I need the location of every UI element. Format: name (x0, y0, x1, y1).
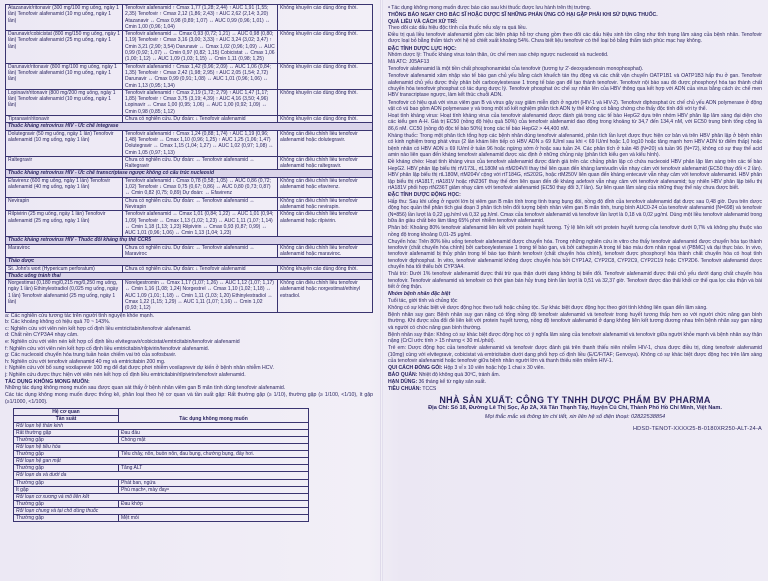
side-effects-heading: TÁC DỤNG KHÔNG MONG MUỐN: (5, 378, 90, 385)
recommendation-cell: Không khuyến cáo dùng đồng thời. (278, 5, 373, 31)
section-title: Thuốc kháng retrovirus HIV - Ức chế transcriptase ngược không có cấu trúc nucleosid (6, 170, 373, 177)
table-row (6, 177, 373, 197)
table-row (14, 436, 309, 443)
paragraph: Mã ATC: J05AF13 (388, 59, 430, 65)
organ-system: Rối loạn hệ tiêu hóa (14, 444, 309, 451)
organ-system: Rối loạn cơ xương và mô liên kết (14, 493, 309, 500)
footnote: g: Các nucleosid chuyển hóa trung tuần hoàn chiếm vai trò của sofosbuvir. (5, 352, 177, 359)
paragraph: Bệnh nhân suy thận: Không có sự khác biệt được động học có ý nghĩa lâm sàng của tenofovir alafenamid và tenofovir giữa người khỏe mạnh và bệnh nhân suy thận nặng (CrCl ước tính > 15 nhưng < 30 ml./phút). (388, 331, 762, 345)
drug-cell: Lopinavir/ritonavir (800 mg/200 mg uống, ngày 1 lần) Tenofovir alafenamid (10 mg uống, ngày 1 lần) (6, 89, 123, 115)
effect-cell: Đau đầu (119, 429, 309, 436)
drug-cell: Darunavir/cobicistat (800 mg/150 mg uống, ngày 1 lần) Tenofovir alafenamid (25 mg uống, ngày 1 lần) (6, 31, 123, 63)
paragraph: Theo dõi các dấu hiệu độc tính của thuốc nếu xảy ra quá liều. (388, 24, 528, 31)
recommendation-cell: Không cần điều chỉnh liều tenofovir alafenamid hoặc dolutegravir. (278, 130, 373, 156)
line-value: 36 tháng kể từ ngày sản xuất. (417, 379, 486, 386)
section-title: Thuốc kháng retrovirus HIV - Ức chế integrase (6, 123, 373, 130)
table-group-row (14, 444, 309, 451)
section-heading: ĐẶC TÍNH DƯỢC ĐỘNG HỌC: (388, 192, 461, 199)
drug-cell: St. John's wort (Hypericum perforatum) (6, 265, 123, 272)
footnotes (5, 313, 373, 379)
paragraph: Không có sự khác biệt về dược động học theo tuổi hoặc chủng tộc. Sự khác biệt được động học theo giới tính không liên quan đến lâm sàng. (388, 304, 708, 311)
effect-cell: Chưa có nghiên cứu. Dự đoán: ↔ Tenofovir alafenamid ↔ Nevirapin (123, 197, 278, 211)
recommendation-cell: Không cần điều chỉnh liều tenofovir alafenamid hoặc maraviroc. (278, 244, 373, 258)
table-row (14, 479, 309, 486)
effect-cell: Chưa có nghiên cứu. Dự đoán: ↔ Tenofovir alafenamid ↔ Maraviroc (123, 244, 278, 258)
table-section-row (6, 123, 373, 130)
footnote: j: Nghiên cứu được thực hiện với viên nén kết hợp cố định liều emtricitabin/rilpivirin/tenofovir alafenamid. (5, 372, 246, 378)
effect-cell: Tenofovir alafenamid ↔ Cmax 0,93 (0,72; 1,21) ↔ AUC 0,98 (0,80; 1,19) Tenofovir ↑ Cmax 3,16 (3,00; 3,33) ↑ AUC 3,24 (3,02; 3,47) ↑ Cmin 3,21 (2,90; 3,54) Darunavir ↔ Cmax 1,02 (0,96; 1,09) ↔ AUC 0,99 (0,92; 1,07) ↔ Cmin 0,97 (0,82; 1,15) Cobicistat ↔ Cmax 1,06 (1,00; 1,12) ↔ AUC 1,09 (1,03; 1,15) ↔ Cmin 1,11 (0,98; 1,25) (123, 31, 278, 63)
effect-cell: Tenofovir alafenamid ↑ Cmax 1,77 (1,28; 2,44) ↑ AUC 1,91 (1,55; 2,35) Tenofovir ↑ Cmax 2,12 (1,86; 2,43) ↑ AUC 2,62 (2,14; 3,20) Atazanavir ↔ Cmax 0,98 (0,89; 1,07) ↔ AUC 0,99 (0,96; 1,01) ↔ Cmin 1,00 (0,96; 1,04) (123, 5, 278, 31)
frequency-cell: Thường gặp (14, 465, 119, 472)
table-group-row (14, 422, 309, 429)
table-row (6, 265, 373, 272)
footnote: h: Nghiên cứu với tenofovir alafenamid 40 mg và emtricitabin 200 mg. (5, 358, 166, 365)
line-label: BẢO QUẢN: (388, 372, 418, 379)
drug-cell: Rilpivirin (25 mg uống, ngày 1 lần) Tenofovir alafenamid (25 mg uống, ngày 1 lần) (6, 211, 123, 237)
footnote: f: Nghiên cứu với viên nén kết hợp cố định liều emtricitabin/rilpivirin/tenofovir alafenamid. (5, 345, 210, 352)
side-effects-para1: Những tác dụng không mong muốn sau được quan sát thấy ở bệnh nhân viêm gan B mãn tính dùng tenofovir alafenamid. (5, 385, 286, 392)
organ-system: Rối loạn da và dưới da (14, 472, 309, 479)
paragraph: Bệnh nhân suy gan: Bệnh nhân suy gan nặng có tổng nồng độ tenofovir alafenamid và tenofovir trong huyết tương thấp hơn so với người chức năng gan bình thường. Khi được sửa đổi đề liên kết với protein huyết tương, nồng độ tenofovir alafenamid ở dạng không liên kết tương đương nhau trên bệnh nhân suy gan nặng và người có chức năng gan bình thường. (388, 311, 762, 331)
paragraph: Điều trị quá liều tenofovir alafenamid gồm các biện pháp hỗ trợ chung gồm theo dõi các dấu hiệu sinh tồn cũng như tình trạng lâm sàng của bệnh nhân. Tenofovir được loại bỏ bằng thẩm tách với hệ số chiết xuất khoảng 54%. Chưa biết liệu tenofovir có thể loại bỏ bằng thẩm tách phúc mạc hay không. (388, 32, 762, 45)
effect-cell: Chưa có nghiên cứu. Dự đoán: ↓ Tenofovir alafenamid (123, 265, 278, 272)
subsection-heading: Nhóm bệnh nhân đặc biệt (388, 291, 451, 298)
footnote: a: Các nghiên cứu tương tác trên người tình nguyện khỏe mạnh. (5, 312, 155, 319)
paragraph: Kháng thuốc: Trong một phân tích tổng hợp các bệnh nhân dùng tenofovir alafenamid, phân tích lần lượt được thực hiện cơ bản và trên HBV phân lập ở bệnh nhân có kinh nghiệm trong phát virus (2 lần khám liên tiếp có HBV ADN ≥ 69 IU/ml sau khi < 69 IU/ml hoặc 1,0 log10 hoặc tăng mạnh hơn HBV ADN từ điểm thấp) hoặc bệnh nhân có HBV ADN ≥ 69 IU/ml ở tuần 96 hoặc ngừng sớm ở hoặc sau tuần 24. Các phân tích ở tuần 48 (N=20) và tuần 96 (N=72), không có sự thay thế acid amin nào liên quan đến kháng tenofovir alafenamid được xác định ở những chủng này (phân tích kiểu gen và kiểu hình). (388, 132, 762, 159)
frequency-cell: Thường gặp (14, 500, 119, 507)
paragraph: Phân bố: Khoảng 80% tenofovir alafenamid liên kết với protein huyết tương. Tỷ lệ liên kết với protein huyết tương của tenofovir dưới 0,7% và không phụ thuộc vào nồng độ trong khoảng 0,01-25 μg/ml. (388, 225, 762, 238)
drug-cell: Efavirenz (600 mg uống, ngày 1 lần) Tenofovir alafenamid (40 mg uống, ngày 1 lần) (6, 177, 123, 197)
line-label: TIÊU CHUẨN: (388, 386, 422, 393)
paragraph: Tenofovir alafenamid là một tiền chất phosphonamidat của tenofovir (tương tự 2'-deoxyadenosin monophosphat). (388, 66, 644, 73)
recommendation-cell: Không khuyến cáo dùng đồng thời. (278, 116, 373, 123)
table-row (14, 514, 309, 521)
drug-cell: Raltegravir (6, 156, 123, 170)
effect-cell: Chưa có nghiên cứu. Dự đoán: ↓ Tenofovir alafenamid (123, 116, 278, 123)
table-row (6, 156, 373, 170)
effect-cell: Phát ban, ngứa (119, 479, 309, 486)
col-system-header: Hệ cơ quan (14, 408, 119, 415)
interaction-table (5, 4, 373, 313)
footnote: e: Nghiên cứu với viên nén kết hợp cố định liều elvitegravir/cobicistat/emtricitabin/tenofovir alafenamid (5, 339, 240, 346)
table-group-row (14, 507, 309, 514)
effect-cell: Mệt mỏi (119, 514, 309, 521)
paragraph: Tuổi tác, giới tính và chủng tộc (388, 297, 458, 304)
paragraph: Nhóm dược lý: Thuốc kháng virus toàn thân, ức chế men sao chép ngược nucleosid và nucleotid. (388, 51, 609, 58)
line-label: HẠN DÙNG: (388, 379, 418, 386)
line-value: Hộp 3 vỉ x 10 viên hoặc hộp 1 chai x 30 viên. (442, 365, 545, 372)
drug-cell: Tipranavir/ritonavir (6, 116, 123, 123)
effect-cell: Tiêu chảy, nôn, buồn nôn, đau bụng, chướng bụng, đầy hơi. (119, 451, 309, 458)
frequency-cell: Thường gặp (14, 451, 119, 458)
table-row (14, 429, 309, 436)
recommendation-cell: Không cần điều chỉnh liều tenofovir alafenamid hoặc norgestimat/ethinyl estradiol. (278, 280, 373, 312)
section-heading: THÔNG BÁO NGAY CHO BÁC SĨ HOẶC DƯỢC SĨ NHỮNG PHẢN ỨNG CÓ HẠI GẶP PHẢI KHI SỬ DỤNG THUỐC. (388, 12, 658, 19)
drug-cell: Maraviroc (6, 244, 123, 258)
paragraph: Hoạt tính kháng virus: Hoạt tính kháng virus của tenofovir alafenamid được đánh giá trong các tế bào HepG2 dựa trên nhóm HBV phân lập lâm sàng đại diện cho các kiểu gen A-H. Giá trị EC50 (nồng độ hiệu quả 50%) của tenofovir alafenamid dao động trong khoảng từ 34,7 đến 134,4 nM, với EC50 trung bình tổng cộng là 86,6 nM. CC50 (nồng độ độc tế bào 50%) trong các tế bào HepG2 > 44,400 nM. (388, 113, 762, 132)
section-title: Thảo dược (6, 258, 373, 265)
drug-cell: Dolutegravir (50 mg uống, ngày 1 lần) Tenofovir alafenamid (10 mg uống, ngày 1 lần) (6, 130, 123, 156)
document-code: HDSD-TENOT-XXXX25-B-0180XR250-ALT-24-A (632, 426, 762, 433)
side-effects-para2: Các tác dụng không mong muốn được thống kê, phân loại theo hệ cơ quan và tần suất gặp: Rất thường gặp (≥ 1/10), thường gặp (≥ 1/100, <1/10), ít gặp (≥1/1000, <1/100). (5, 392, 373, 405)
paragraph: Hấp thu: Sau khi uống ở người lớn bị viêm gan B mãn tính trong tình trạng bụng đói, nồng độ đỉnh của tenofovir alafenamid đạt được sau 0,48 giờ. Dựa trên dược động học quần thể phân tích giai đoạn 3 phân tích trên đối tượng bệnh nhân viêm gan B mãn tính, trung bình AUC0-24 của tenofovir alafenamid (N=698) và tenofovir (N=856) lần lượt là 0,22 μg.h/ml và 0,32 μg.h/ml. Cmax của tenofovir alafenamid và tenofovir lần lượt là 0,18 và 0,02 μg/ml. Dùng một liều tenofovir alafenamid trong bữa ăn giàu chất béo làm tăng 65% phơi nhiễm tenofovir alafenamid. (388, 198, 762, 225)
section-heading: ĐẶC TÍNH DƯỢC LỰC HỌC: (388, 45, 457, 52)
line-value: TCCS (421, 386, 437, 393)
labeled-line (388, 386, 762, 392)
table-row (6, 197, 373, 211)
effect-cell: Tenofovir alafenamid ↑ Cmax 1,24 (0,88; 1,74) ↑ AUC 1,19 (0,96; 1,48) Tenofovir ↔ Cmax 1,10 (0,96; 1,25) ↑ AUC 1,25 (1,06; 1,47) Dolutegravir ↔ Cmax 1,15 (1,04; 1,27) ↔ AUC 1,02 (0,97; 1,08) ↔ Cmin 1,05 (0,97; 1,13) (123, 130, 278, 156)
recommendation-cell: Không cần điều chỉnh liều tenofovir alafenamid hoặc rilpivirin. (278, 211, 373, 237)
paragraph: Chuyển hóa: Trên 80% liều uống tenofovir alafenamid được chuyển hóa. Trong những nghiên cứu in vitro cho thấy tenofovir alafenamid được chuyển hóa tạo thành tenofovir (chất chuyển hóa chính) bởi carboxylesterase 1 trong tế bào gan, và bởi cathepsin A trong tế bào máu đơn nhân ngoại vi (PBMC) và đại thực bào. In vivo, tenofovir alafenamid bị thủy phân trong tế bào tạo thành tenofovir (chất chuyển hóa chính), tenofovir được phosphoryl hóa thành chất chuyển hóa có hoạt tính tenofovir diphosphat. In vitro, tenofovir alafenamid không được chuyển hóa bởi CYP1A2, CYP2C8, CYP2C9, CYP2C19 hoặc CYP2D6. Tenofovir alafenamid được chuyển hóa tối thiểu bởi CYP3A4. (388, 238, 762, 271)
table-row (6, 280, 373, 312)
frequency-cell: Ít gặp (14, 486, 119, 493)
table-row (6, 244, 373, 258)
labeled-line (388, 379, 762, 385)
table-section-row (6, 258, 373, 265)
table-row (6, 5, 373, 31)
effect-cell: Tăng ALT (119, 465, 309, 472)
table-row (6, 116, 373, 123)
col-frequency-header: Tần suất (14, 415, 119, 422)
table-row (6, 63, 373, 89)
effect-cell: Tenofovir alafenamid ↑ Cmax 1,42 (0,96; 2,09) ↔ AUC 1,06 (0,84; 1,35) Tenofovir ↑ Cmax 2,42 (1,98; 2,95) ↑ AUC 2,05 (1,54; 2,72) Darunavir ↔ Cmax 0,99 (0,91; 1,08) ↔ AUC 1,01 (0,96; 1,06) ↔ Cmin 1,13 (0,95; 1,34) (123, 63, 278, 89)
fold-line (380, 0, 383, 581)
effect-cell: Norelgestromin ↔ Cmax 1,17 (1,07; 1,26) ↔ AUC 1,12 (1,07; 1,17) ↔ Cmin 1,16 (1,08; 1,24) Norgestrel ↔ Cmax 1,10 (1,02; 1,18) ↔ AUC 1,09 (1,01; 1,18) ↔ Cmin 1,11 (1,03; 1,20) Ethinylestradiol ↔ Cmax 1,22 (1,15; 1,29) ↔ AUC 1,11 (1,07; 1,16) ↔ Cmin 1,02 (0,93; 1,12) (123, 280, 278, 312)
drug-cell: Norgestimat (0,180 mg/0,215 mg/0,250 mg uống, ngày 1 lần) Ethinylestradiol (0,025 mg uống, ngày 1 lần) Tenofovir alafenamid (25 mg uống, ngày 1 lần) (6, 280, 123, 312)
table-row (14, 451, 309, 458)
labeled-line (388, 372, 762, 378)
effect-cell: Phù mạchᵃ, mày đayᵃ (119, 486, 309, 493)
paragraph: Tenofovir alafenamid xâm nhập vào tế bào gan chủ yếu bằng cách khuếch tán thụ động và các chất vận chuyển OATP1B1 và OATP1B3 hấp thu ở gan. Tenofovir alafenamid chủ yếu được thủy phân bởi carboxylesterase 1 trong tế bào gan để tạo thành tenofovir. Tenofovir nội bào sau đó được phosphoryl hóa tạo thành chất chuyển hóa tenofovir phosphat có tác dụng dược lý. Tenofovir phosphat ức chế sự nhân lên của HBV thông qua kết hợp với ADN của virus bằng cách ức chế men HBV transcriptase ngược, làm kết thúc chuỗi ADN. (388, 73, 762, 99)
paragraph: Đề kháng chéo: Hoạt tính kháng virus của tenofovir alafenamid được đánh giá trên các chủng phân lập có chứa nucleosid HBV phân lập lâm sàng trên các tế bào HepG2. HBV phân lập biểu thị rtV173L, rtL180M và rtM204V/I thay thế liên quan đến kháng lamivudin vẫn nhạy cảm với tenofovir alafenamid (EC50 thay đổi < 2 lần). HBV phân lập biểu thị rtL180M, rtM204V cộng với rtT184G, rtS202G, hoặc rtM250V liên quan đến kháng entecavir vẫn nhạy cảm với tenofovir alafenamid. HBV phân lập biểu thị rtA181T, rtA181V hoặc rtN236T thay thế đơn liên quan đến đề kháng adefovir vẫn nhạy cảm với tenofovir alafenamid; tuy nhiên HBV phân lập biểu thị rtA181V phối hợp rtN236T giảm nhạy cảm với tenofovir alafenamid (EC50 thay đổi 3,7 lần). Sự liên quan lâm sàng của những thay thế này chưa được biết. (388, 159, 762, 192)
frequency-cell: Thường gặp (14, 436, 119, 443)
effect-cell: Chưa có nghiên cứu. Dự đoán: ↔ Tenofovir alafenamid ↔ Raltegravir (123, 156, 278, 170)
recommendation-cell: Không khuyến cáo dùng đồng thời. (278, 31, 373, 63)
effect-cell: Tenofovir alafenamid ↓ Cmax 0,78 (0,58; 1,05) ↔ AUC 0,86 (0,72; 1,02) Tenofovir ↓ Cmax 0,75 (0,67; 0,86) ↔ AUC 0,80 (0,73; 0,87) ↔ Cmin 0,82 (0,75; 0,89) Dự đoán: ↔ Efavirenz (123, 177, 278, 197)
table-section-row (6, 272, 373, 279)
table-row (6, 31, 373, 63)
recommendation-cell: Không cần điều chỉnh liều tenofovir alafenamid hoặc efavirenz. (278, 177, 373, 197)
section-title: Thuốc kháng retrovirus HIV - Thuốc đối kháng thụ thể CCR5 (6, 237, 373, 244)
effect-cell: Tenofovir alafenamid ↑ Cmax 2,19 (1,72; 2,79) ↑ AUC 1,47 (1,17; 1,85) Tenofovir ↑ Cmax 3,75 (3,19; 4,39) ↑ AUC 4,16 (3,50; 4,96) Lopinavir ↔ Cmax 1,00 (0,95; 1,06) ↔ AUC 1,00 (0,92; 1,09) ↔ Cmin 0,98 (0,85; 1,12) (123, 89, 278, 115)
side-effects-section (5, 379, 373, 406)
right-text (388, 5, 762, 393)
col-effect-header: Tác dụng không mong muốn (119, 408, 309, 422)
paragraph: ᵃ Tác dụng không mong muốn được báo cáo sau khi thuốc được lưu hành trên thị trường. (388, 5, 592, 11)
table-row (6, 211, 373, 237)
paragraph: Tenofovir có hiệu quả với virus viêm gan B và virus gây suy giảm miễn dịch ở người (HIV-1 và HIV-2). Tenofovir diphosphat ức chế chủ yếu ADN polymerase ở động vật có vú bao gồm ADN polymerase γ và trong một số kết nghiệm phân tích ADN ty thể không có bằng chứng cho thấy độc tính đối với ty thể. (388, 99, 762, 112)
section-heading: QUÁ LIỀU VÀ CÁCH XỬ TRÍ: (388, 18, 458, 25)
table-group-row (14, 458, 309, 465)
table-section-row (6, 237, 373, 244)
table-row (6, 130, 373, 156)
manufacturer-name: NHÀ SẢN XUẤT: CÔNG TY TNHH DƯỢC PHẨM BV PHARMA (439, 394, 711, 405)
footnote: b: Các khoảng không có hiệu quả 70 ~ 143%. (5, 319, 111, 326)
recommendation-cell: Không cần điều chỉnh liều tenofovir alafenamid hoặc nevirapin. (278, 197, 373, 211)
frequency-cell: Thường gặp (14, 479, 119, 486)
line-value: Nhiệt độ không quá 30ºC, tránh ẩm. (417, 372, 500, 379)
effect-cell: Đau khớp (119, 500, 309, 507)
organ-system: Rối loạn chung và tại chỗ dùng thuốc (14, 507, 309, 514)
line-label: QUI CÁCH ĐÓNG GÓI: (388, 365, 443, 372)
drug-cell: Atazanavir/ritonavir (300 mg/100 mg uống, ngày 1 lần) Tenofovir alafenamid (10 mg uống, ngày 1 lần) (6, 5, 123, 31)
table-group-row (14, 493, 309, 500)
paragraph: Trẻ em: Dược động học của tenofovir alafenamid và tenofovir được đánh giá trên thanh thiếu niên nhiễm HIV-1, chưa được điều trị, dùng tenofovir alafenamid (10mg) cùng với elvitegravir, cobicistat và emtricitabin dưới dạng phối hợp cố định liều (E/C/F/TAF; Genvoya). Không có sự khác biệt được động học trên lâm sàng của tenofovir alafenamid hoặc tenofovir giữa bệnh nhân người lớn và thanh thiếu niên nhiễm HIV-1. (388, 345, 762, 365)
table-row (14, 500, 309, 507)
paragraph: Thải trừ: Dưới 1% tenofovir alafenamid được thải trừ qua thận dưới dạng không bị biến đổi. Tenofovir alafenamid được thải chủ yếu dưới dạng chất chuyển hóa tenofovir. Tenofovir alafenamid và tenofovir có thời gian bán hủy trung bình lần lượt là 0,51 và 32,37 giờ. Tenofovir được đào thải khỏi cơ thể qua lọc cầu thận và bài tiết ở ống thận. (388, 271, 762, 291)
effect-cell: Chóng mặt (119, 436, 309, 443)
recommendation-cell: Không cần điều chỉnh liều tenofovir alafenamid hoặc raltegravir. (278, 156, 373, 170)
footnote: d: Chất nền CYP3A4 nhạy cảm. (5, 332, 79, 339)
recommendation-cell: Không khuyến cáo dùng đồng thời. (278, 265, 373, 272)
section-title: Thuốc uống tránh thai (6, 272, 373, 279)
footnote: c: Nghiên cứu với viên nén kết hợp cố định liều emtricitabin/tenofovir alafenamid. (5, 325, 192, 332)
table-row (14, 465, 309, 472)
contact-line: Mọi thắc mắc và thông tin chi tiết, xin liên hệ số điện thoại: 02822538854 (484, 413, 666, 420)
recommendation-cell: Không khuyến cáo dùng đồng thời. (278, 89, 373, 115)
table-row (14, 486, 309, 493)
drug-cell: Darunavir/ritonavir (800 mg/100 mg uống, ngày 1 lần) Tenofovir alafenamid (10 mg uống, ngày 1 lần) (6, 63, 123, 89)
right-column (388, 5, 762, 433)
table-group-row (14, 472, 309, 479)
table-row (6, 89, 373, 115)
drug-cell: Nevirapin (6, 197, 123, 211)
organ-system: Rối loạn hệ gan mật (14, 458, 309, 465)
recommendation-cell: Không khuyến cáo dùng đồng thời. (278, 63, 373, 89)
organ-system: Rối loạn hệ thần kinh (14, 422, 309, 429)
frequency-cell: Thường gặp (14, 514, 119, 521)
labeled-line (388, 365, 762, 371)
manufacturer-address: Địa Chỉ: Số 18, Đường Lê Thị Sọc, Ấp 2A, Xã Tân Thạnh Tây, Huyện Củ Chi, Thành Phố Hồ Chí Minh, Việt Nam. (428, 405, 722, 412)
frequency-cell: Rất thường gặp (14, 429, 119, 436)
footnote: i: Nghiên cứu với bổ sung voxilaprevir 100 mg để đạt được phơi nhiễm voxilaprevir dự kiến ở bệnh nhân nhiễm HCV. (5, 365, 274, 372)
adverse-effects-table (13, 408, 309, 523)
left-column (5, 4, 373, 522)
effect-cell: Tenofovir alafenamid ↔ Cmax 1,01 (0,84; 1,22) ↔ AUC 1,01 (0,94; 1,09) Tenofovir ↔ Cmax 1,13 (1,02; 1,23) ↔ AUC 1,11 (1,07; 1,14) ↔ Cmin 1,18 (1,13; 1,23) Rilpivirin ↔ Cmax 0,93 (0,87; 0,99) ↔ AUC 1,01 (0,96; 1,06) ↔ Cmin 1,13 (1,04; 1,23) (123, 211, 278, 237)
table-section-row (6, 170, 373, 177)
